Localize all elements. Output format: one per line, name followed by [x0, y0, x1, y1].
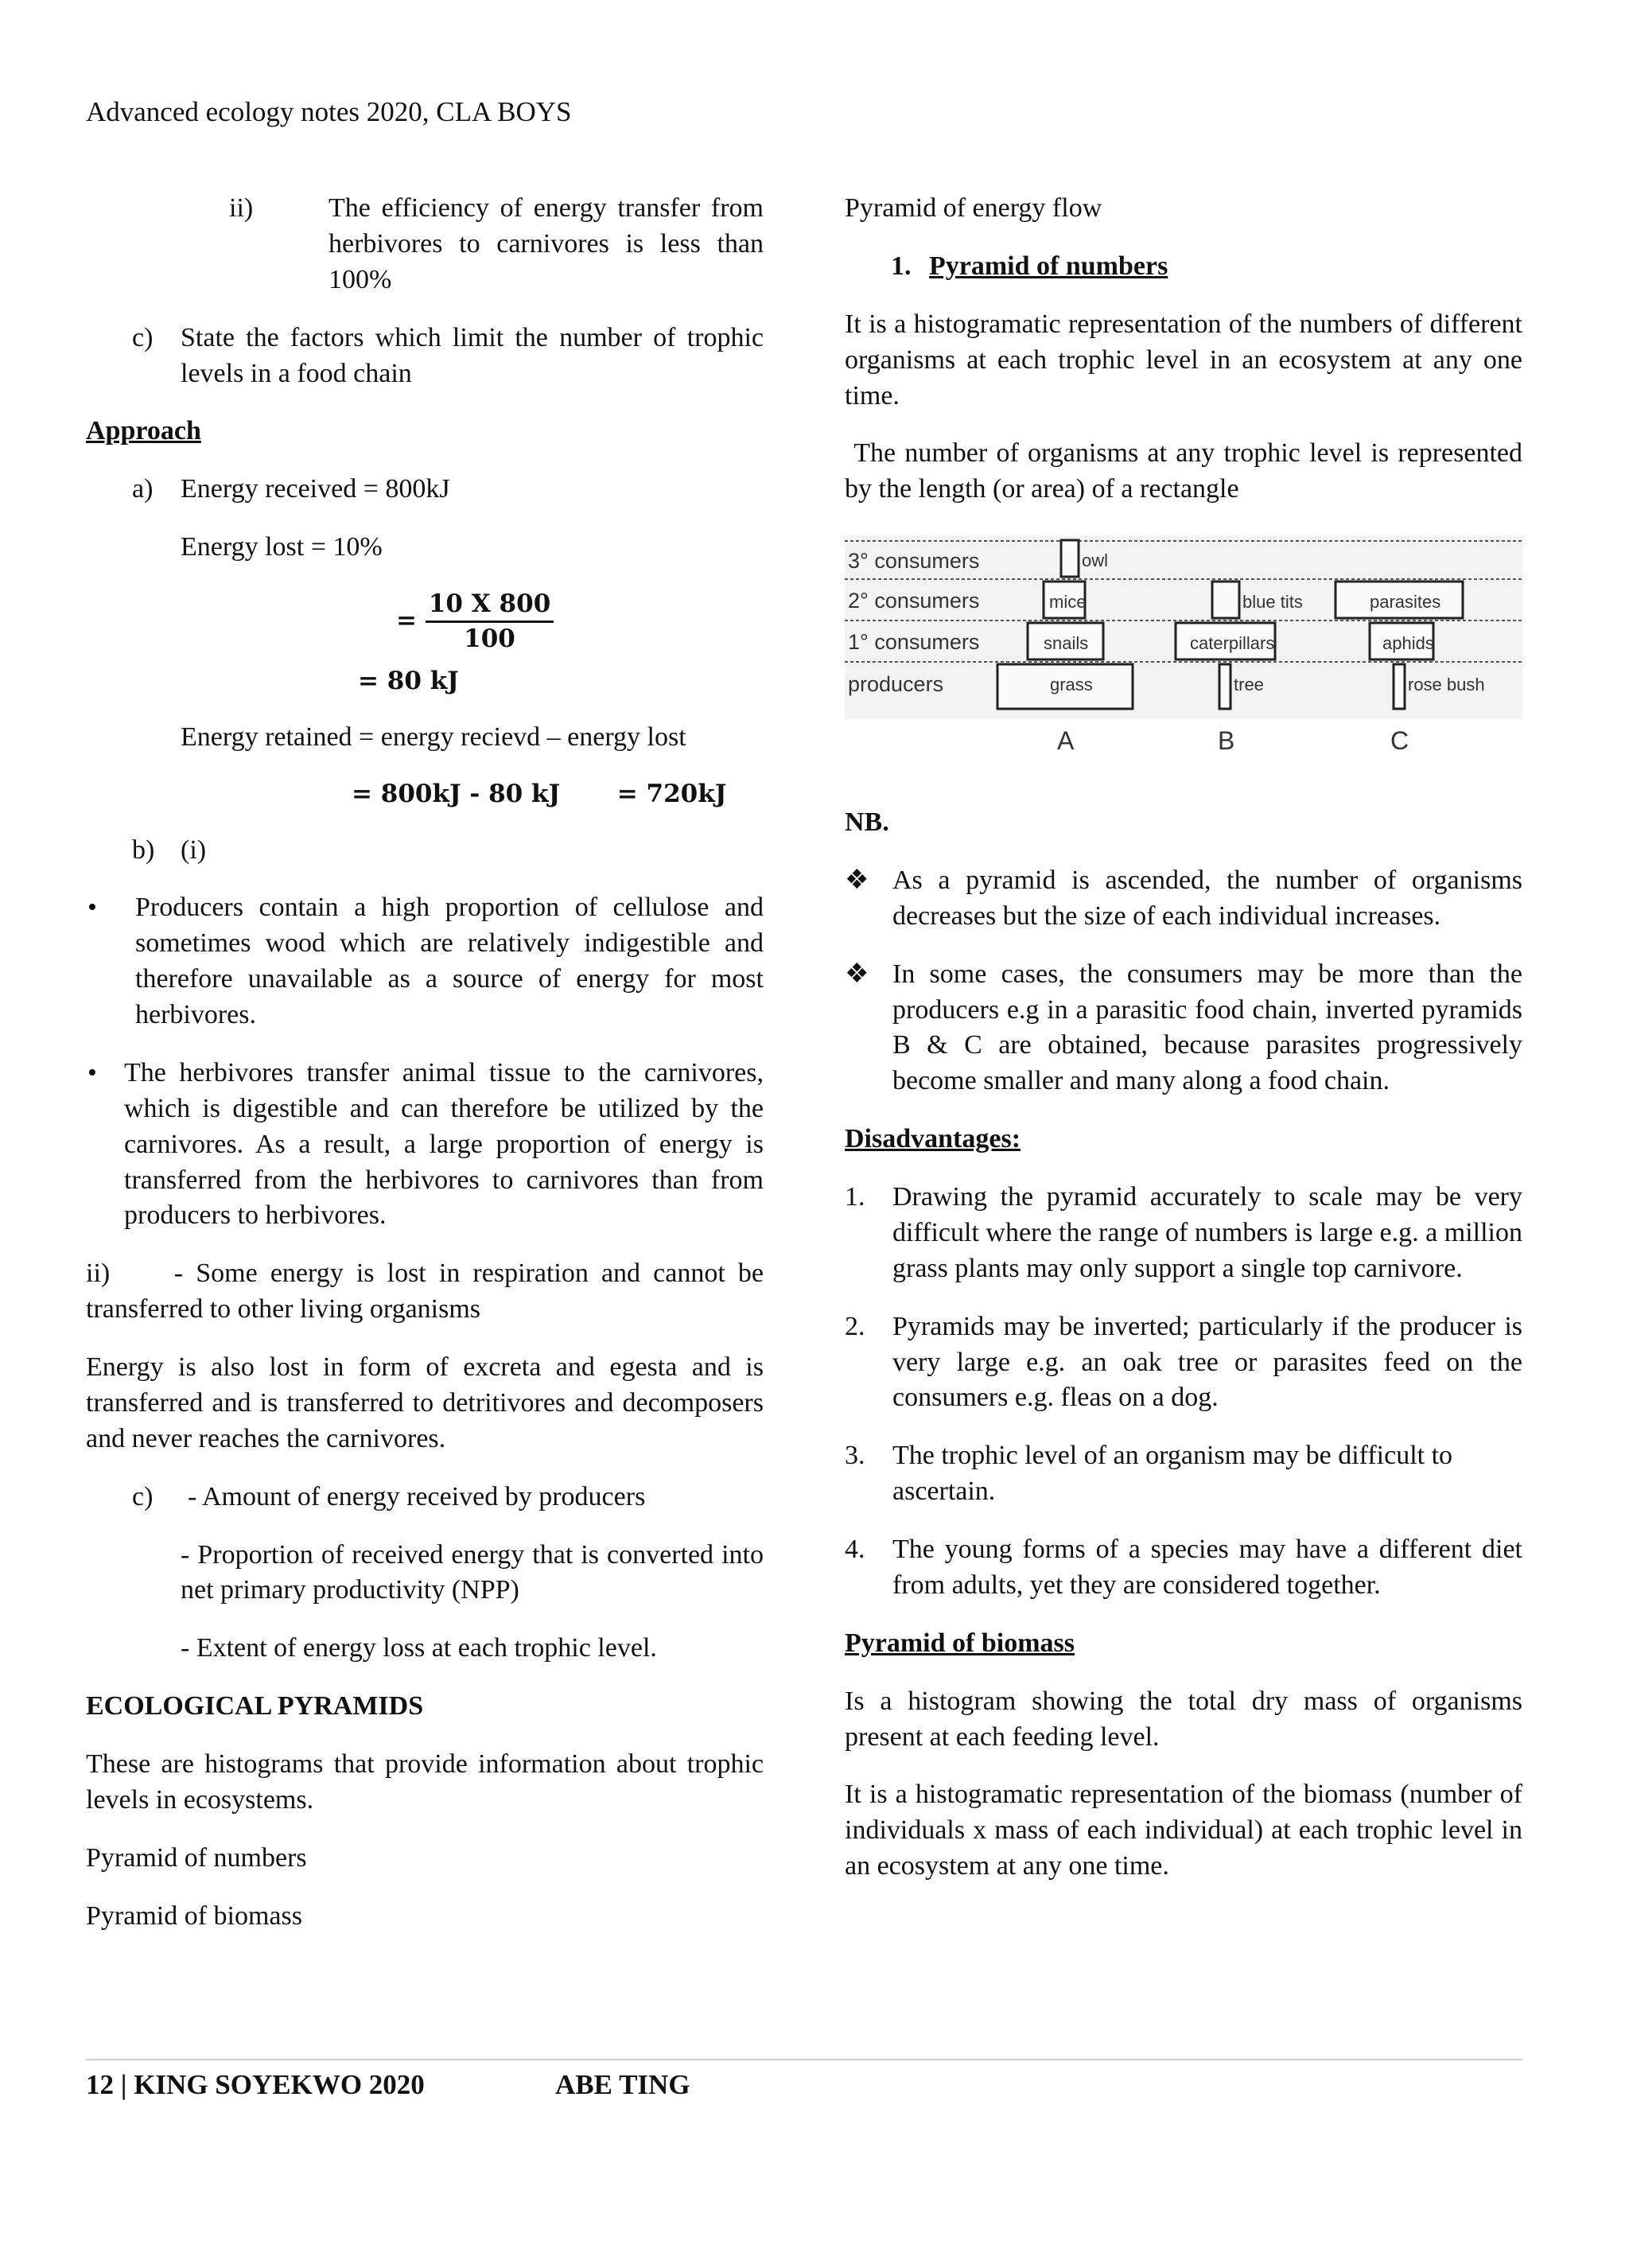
- level-label: 2° consumers: [848, 589, 980, 613]
- list-item: [845, 1438, 1522, 1510]
- column-label-b: B: [1218, 726, 1235, 756]
- fraction-numerator: 10 X 800: [426, 588, 554, 623]
- list-item: [845, 957, 1522, 1100]
- level-label: 1° consumers: [848, 630, 980, 655]
- pyramid-biomass-paragraph-2: It is a histogramatic representation of the biomass (number of individuals x mass of each individual) at each trophic level in an ecosystem at any one time.: [845, 1780, 1522, 1881]
- list-item: [845, 863, 1522, 935]
- list-pyramid-biomass: Pyramid of biomass: [86, 1900, 302, 1931]
- list-item: [845, 1532, 1522, 1604]
- disadvantages-heading: Disadvantages:: [845, 1124, 1021, 1154]
- pyramid-biomass-paragraph-1: Is a histogram showing the total dry mass of organisms present at each feeding level.: [845, 1686, 1522, 1752]
- list-pyramid-numbers: Pyramid of numbers: [86, 1842, 307, 1873]
- footer-divider: [86, 2059, 1522, 2060]
- left-column: [86, 191, 771, 1957]
- list-text: The young forms of a species may have a different diet from adults, yet they are considered together.: [892, 1535, 1522, 1600]
- ecological-pyramids-paragraph: These are histograms that provide information about trophic levels in ecosystems.: [86, 1749, 764, 1815]
- pyramid-b-bluetits-bar: [1212, 582, 1239, 618]
- fraction: [426, 588, 554, 656]
- pyramid-numbers-paragraph-2: The number of organisms at any trophic level is represented by the length (or area) of a rectangle: [845, 438, 1530, 504]
- list-text: Pyramids may be inverted; particularly if the producer is very large e.g. an oak tree or parasites feed on the consumers e.g. fleas on a dog.: [892, 1311, 1522, 1413]
- label-parasites: parasites: [1370, 592, 1441, 613]
- question-ii-number: ii): [229, 193, 254, 223]
- label-owl: owl: [1082, 550, 1109, 571]
- label-blue-tits: blue tits: [1242, 592, 1303, 613]
- question-ii: [229, 191, 764, 298]
- list-item: [845, 1309, 1522, 1417]
- nb-heading: NB.: [845, 807, 889, 837]
- heading-number: 1.: [891, 251, 912, 281]
- energy-lost: Energy lost = 10%: [181, 532, 383, 562]
- bullet-text: Producers contain a high proportion of cellulose and sometimes wood which are relatively indigestible and therefore unavailable as a source of energy for most herbivores.: [135, 893, 764, 1029]
- nb-text: As a pyramid is ascended, the number of organisms decreases but the size of each individual increases.: [892, 865, 1522, 931]
- paragraph-ii: ii) - Some energy is lost in respiration and cannot be transferred to other living organisms: [86, 1258, 771, 1325]
- pyramid-b-tree-bar: [1219, 664, 1230, 709]
- list-number: 4.: [845, 1535, 865, 1564]
- result-calc: = 800kJ - 80 kJ: [352, 779, 561, 808]
- pyramid-biomass-heading: Pyramid of biomass: [845, 1628, 1075, 1658]
- pyramid-a-owl-bar: [1061, 540, 1079, 577]
- question-ii-text: The efficiency of energy transfer from herbivores to carnivores is less than 100%: [329, 193, 764, 294]
- column-label-c: C: [1390, 726, 1409, 756]
- nb-text: In some cases, the consumers may be more than the producers e.g in a parasitic food chain, inverted pyramids B & C are obtained, because parasites progressively become smaller and many along a food chain.: [892, 959, 1522, 1096]
- ecological-pyramids-heading: ECOLOGICAL PYRAMIDS: [86, 1691, 424, 1721]
- answer-a-text: Energy received = 800kJ: [181, 474, 450, 504]
- answer-a: [132, 472, 764, 508]
- answer-c: [132, 1480, 764, 1515]
- list-item: [86, 890, 764, 1033]
- answer-c-label: c): [132, 1481, 154, 1511]
- bullet-dot-icon: •: [87, 893, 97, 923]
- pyramid-numbers-paragraph-1: It is a histogramatic representation of the numbers of different organisms at each trophic level in an ecosystem at any one time.: [845, 309, 1522, 410]
- diamond-bullet-icon: ❖: [845, 865, 869, 895]
- pyramid-numbers-heading-row: [891, 249, 1522, 285]
- answer-c-text: - Amount of energy received by producers: [188, 1481, 646, 1511]
- list-text: The trophic level of an organism may be difficult to ascertain.: [892, 1441, 1453, 1507]
- pyramid-energy-flow: Pyramid of energy flow: [845, 193, 1102, 223]
- label-grass: grass: [1050, 675, 1093, 695]
- label-snails: snails: [1044, 633, 1089, 654]
- list-item: [86, 1056, 764, 1234]
- column-label-a: A: [1057, 726, 1075, 756]
- label-rose-bush: rose bush: [1408, 675, 1485, 695]
- fraction-denominator: 100: [464, 624, 515, 653]
- answer-a-label: a): [132, 474, 154, 504]
- bullet-text: The herbivores transfer animal tissue to the carnivores, which is digestible and can therefore be utilized by the carnivores. As a result, a large proportion of energy is transferred from the herbivores to carnivores than from producers to herbivores.: [124, 1057, 764, 1231]
- list-number: 2.: [845, 1311, 865, 1341]
- result-80kj: = 80 kJ: [358, 666, 459, 695]
- question-c-label: c): [132, 322, 154, 352]
- question-c: [132, 321, 764, 392]
- answer-c-line2: - Proportion of received energy that is converted into net primary productivity (NPP): [181, 1539, 764, 1605]
- answer-c-line3: - Extent of energy loss at each trophic level.: [181, 1633, 657, 1663]
- result-720kj: = 720kJ: [616, 779, 727, 808]
- page-header: Advanced ecology notes 2020, CLA BOYS: [86, 96, 572, 127]
- label-mice: mice: [1049, 592, 1087, 613]
- level-label: 3° consumers: [848, 549, 980, 574]
- list-text: Drawing the pyramid accurately to scale may be very difficult where the range of numbers is large e.g. a million grass plants may only support a single top carnivore.: [892, 1182, 1522, 1283]
- question-c-text: State the factors which limit the number of trophic levels in a food chain: [181, 322, 764, 388]
- footer-page-info: 12 | KING SOYEKWO 2020: [86, 2069, 425, 2100]
- approach-heading: Approach: [86, 416, 201, 446]
- result-calculation: [352, 778, 764, 811]
- pyramid-c-rosebush-bar: [1394, 664, 1405, 709]
- label-aphids: aphids: [1382, 633, 1434, 654]
- answer-b: [132, 833, 764, 869]
- pyramid-of-numbers-diagram: [845, 536, 1522, 763]
- list-item: [845, 1180, 1522, 1287]
- answer-b-label: b): [132, 834, 155, 865]
- answer-b-sub: (i): [181, 834, 207, 865]
- paragraph-energy-loss: Energy is also lost in form of excreta and egesta and is transferred and is transferred to detritivores and decomposers and never reaches the carnivores.: [86, 1352, 764, 1453]
- level-label: producers: [848, 672, 944, 697]
- list-number: 1.: [845, 1182, 865, 1212]
- label-caterpillars: caterpillars: [1190, 633, 1275, 654]
- right-column: [845, 191, 1530, 1907]
- bullet-dot-icon: •: [87, 1057, 97, 1087]
- fraction-expression: [396, 588, 764, 656]
- energy-retained: Energy retained = energy recievd – energy lost: [181, 722, 686, 752]
- footer-author: ABE TING: [555, 2069, 690, 2100]
- label-tree: tree: [1234, 675, 1264, 695]
- diamond-bullet-icon: ❖: [845, 959, 869, 989]
- fraction-equals: =: [396, 605, 417, 635]
- list-number: 3.: [845, 1441, 865, 1471]
- pyramid-numbers-heading: Pyramid of numbers: [929, 251, 1168, 281]
